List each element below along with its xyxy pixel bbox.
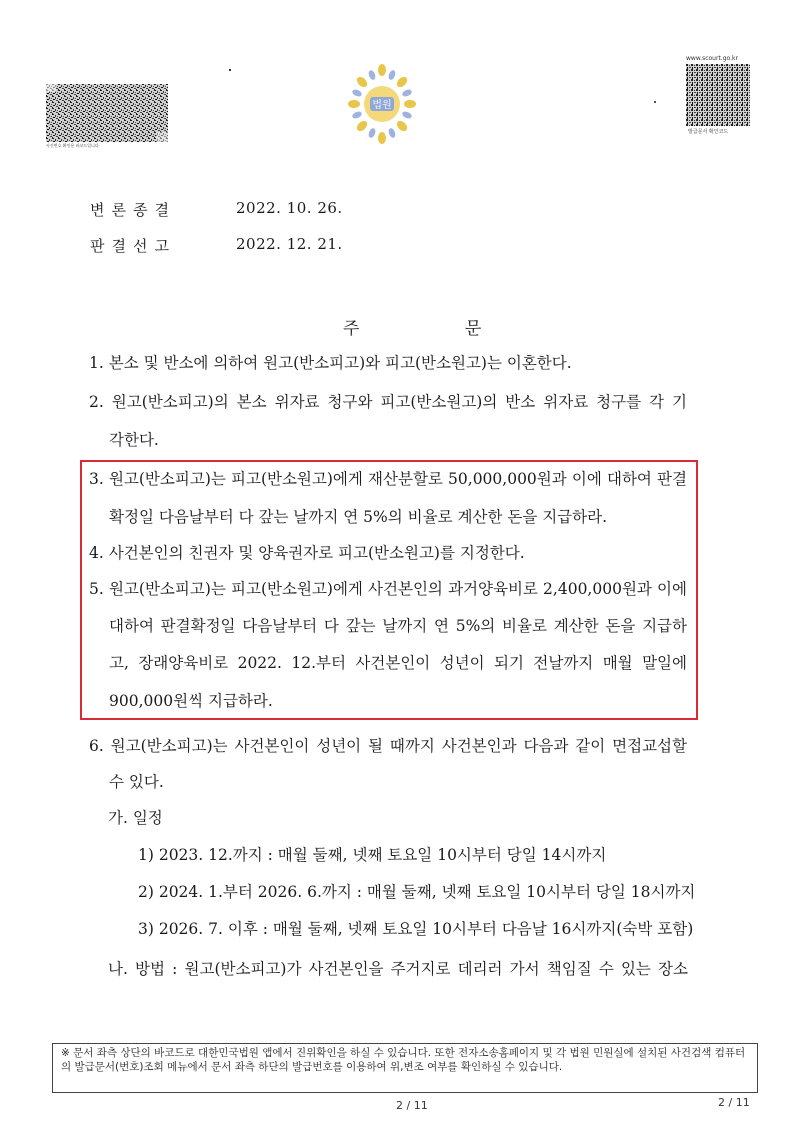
page-number: 2 / 11 <box>396 1099 428 1112</box>
schedule-item-1: 1) 2023. 12.까지 : 매월 둘째, 넷째 토요일 10시부터 당일 14시까지 <box>138 846 607 864</box>
emblem-text: 법원 <box>372 100 392 111</box>
qr-caption: 발급문서 확인코드 <box>688 129 729 135</box>
order-item-5-cont: 900,000원씩 지급하라. <box>109 692 273 710</box>
scan-speck <box>654 101 656 103</box>
sub-item-schedule: 가. 일정 <box>108 809 163 827</box>
order-item-5-cont: 고, 장래양육비로 2022. 12.부터 사건본인이 성년이 되기 전날까지 매월 말일에 <box>109 654 687 672</box>
schedule-item-2: 2) 2024. 1.부터 2026. 6.까지 : 매월 둘째, 넷째 토요일 10시부터 당일 18시까지 <box>138 883 696 901</box>
order-item-4: 4. 사건본인의 친권자 및 양육권자로 피고(반소원고)를 지정한다. <box>89 544 525 562</box>
qr-url: www.scourt.go.kr <box>686 55 738 62</box>
order-item-1: 1. 본소 및 반소에 의하여 원고(반소피고)와 피고(반소원고)는 이혼한다. <box>89 354 572 372</box>
barcode-caption: 사건번호 확인용 바코드입니다 <box>46 143 99 148</box>
order-item-2: 2. 원고(반소피고)의 본소 위자료 청구와 피고(반소원고)의 반소 위자료 청구를 각 기 <box>89 393 687 411</box>
order-item-5: 5. 원고(반소피고)는 피고(반소원고)에게 사건본인의 과거양육비로 2,400,000원과 이에 <box>89 580 687 598</box>
order-item-5-cont: 대하여 판결확정일 다음날부터 다 갚는 날까지 연 5%의 비율로 계산한 돈을 지급하 <box>109 617 687 635</box>
scan-speck <box>229 69 231 71</box>
meta-label-closing: 변론종결 <box>90 201 176 219</box>
meta-value-closing: 2022. 10. 26. <box>236 199 343 217</box>
order-item-3-cont: 확정일 다음날부터 다 갚는 날까지 연 5%의 비율로 계산한 돈을 지급하라. <box>109 508 608 526</box>
order-item-2-cont: 각한다. <box>109 431 159 449</box>
order-item-6-cont: 수 있다. <box>109 773 164 791</box>
meta-value-judgment: 2022. 12. 21. <box>236 235 343 253</box>
meta-label-judgment: 판결선고 <box>90 237 176 255</box>
court-emblem-icon <box>348 63 416 145</box>
order-item-3: 3. 원고(반소피고)는 피고(반소원고)에게 재산분할로 50,000,000원과 이에 대하여 판결 <box>89 470 687 488</box>
barcode-image <box>46 84 168 142</box>
section-title: 주 문 <box>343 319 532 339</box>
schedule-item-3: 3) 2026. 7. 이후 : 매월 둘째, 넷째 토요일 10시부터 다음날 16시까지(숙박 포함) <box>138 920 694 938</box>
qr-code-image <box>686 64 750 126</box>
order-item-6: 6. 원고(반소피고)는 사건본인이 성년이 될 때까지 사건본인과 다음과 같이 면접교섭할 <box>89 737 687 755</box>
page-number-right: 2 / 11 <box>718 1096 750 1109</box>
footer-notice: ※ 문서 좌측 상단의 바코드로 대한민국법원 앱에서 진위확인을 하실 수 있습니다. 또한 전자소송홈페이지 및 각 법원 민원실에 설치된 사건검색 컴퓨터의 발급문서(번호)조회 메뉴에서 문서 좌측 하단의 발급번호를 이용하여 위,변조 여부를 확인하실 수 있습니다. <box>52 1043 758 1093</box>
sub-item-method: 나. 방법 : 원고(반소피고)가 사건본인을 주거지로 데리러 가서 책임질 수 있는 장소 <box>108 960 688 978</box>
